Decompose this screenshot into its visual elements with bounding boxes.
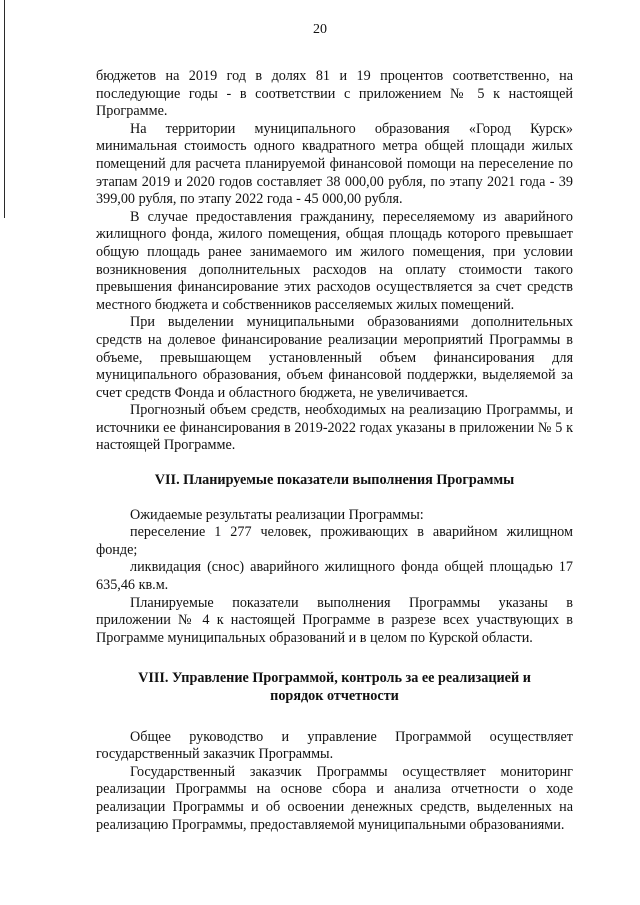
section-7-expected-results: Ожидаемые результаты реализации Программы: (130, 506, 424, 523)
document-body (96, 68, 573, 834)
spacer (96, 455, 573, 472)
section-8-monitoring: Государственный заказчик Программы осуществляет мониторинг реализации Программы на основе сбора и анализа отчетности о ходе реализации Программы и об освоении денежных средств, выделенных на реализацию Программы, предоставляемой муниципальными образованиями. (96, 763, 573, 833)
paragraph-kursk-cost: На территории муниципального образования «Город Курск» минимальная стоимость одного квадратного метра общей площади жилых помещений для расчета планируемой финансовой помощи на переселение по этапам 2019 и 2020 годов составляет 38 000,00 рубля, по этапу 2021 года - 39 399,00 рубля, по этапу 2022 года - 45 000,00 рубля. (96, 120, 573, 208)
section-8-heading-line-1: VIII. Управление Программой, контроль за ее реализацией и (138, 670, 531, 687)
spacer (96, 647, 573, 670)
section-7-resettlement: переселение 1 277 человек, проживающих в аварийном жилищном фонде; (96, 524, 573, 558)
paragraph-budget-shares: бюджетов на 2019 год в долях 81 и 19 процентов соответственно, на последующие годы - в соответствии с приложением № 5 к настоящей Программе. (96, 68, 573, 120)
section-8-heading-line-2: порядок отчетности (270, 688, 399, 704)
paragraph-forecast-volume: Прогнозный объем средств, необходимых на реализацию Программы, и источники ее финансирования в 2019-2022 годах указаны в приложении № 5 к настоящей Программе. (96, 402, 573, 454)
spacer (96, 706, 573, 729)
section-8-general-management: Общее руководство и управление Программой осуществляет государственный заказчик Программы. (96, 728, 573, 763)
spacer (96, 490, 573, 507)
page-number: 20 (313, 22, 327, 37)
paragraph-extra-area: В случае предоставления гражданину, переселяемому из аварийного жилищного фонда, жилого помещения, общая площадь которого превышает общую площадь ранее занимаемого им жилого помещения, при условии возникновения дополнительных расходов на оплату стоимости такого превышения финансирование этих расходов осуществляется за счет средств местного бюджета и собственников расселяемых жилых помещений. (96, 208, 573, 313)
section-7-liquidation: ликвидация (снос) аварийного жилищного фонда общей площадью 17 635,46 кв.м. (96, 559, 573, 594)
section-7-indicators: Планируемые показатели выполнения Программы указаны в приложении № 4 к настоящей Программе в разрезе всех участвующих в Программе муниципальных образований и в целом по Курской области. (96, 594, 573, 646)
paragraph-additional-funds: При выделении муниципальными образованиями дополнительных средств на долевое финансирование реализации мероприятий Программы в объеме, превышающем установленный объем финансирования для муниципального образования, объем финансовой поддержки, выделяемой за счет средств Фонда и областного бюджета, не увеличивается. (96, 314, 573, 401)
section-7-heading: VII. Планируемые показатели выполнения Программы (154, 472, 515, 489)
